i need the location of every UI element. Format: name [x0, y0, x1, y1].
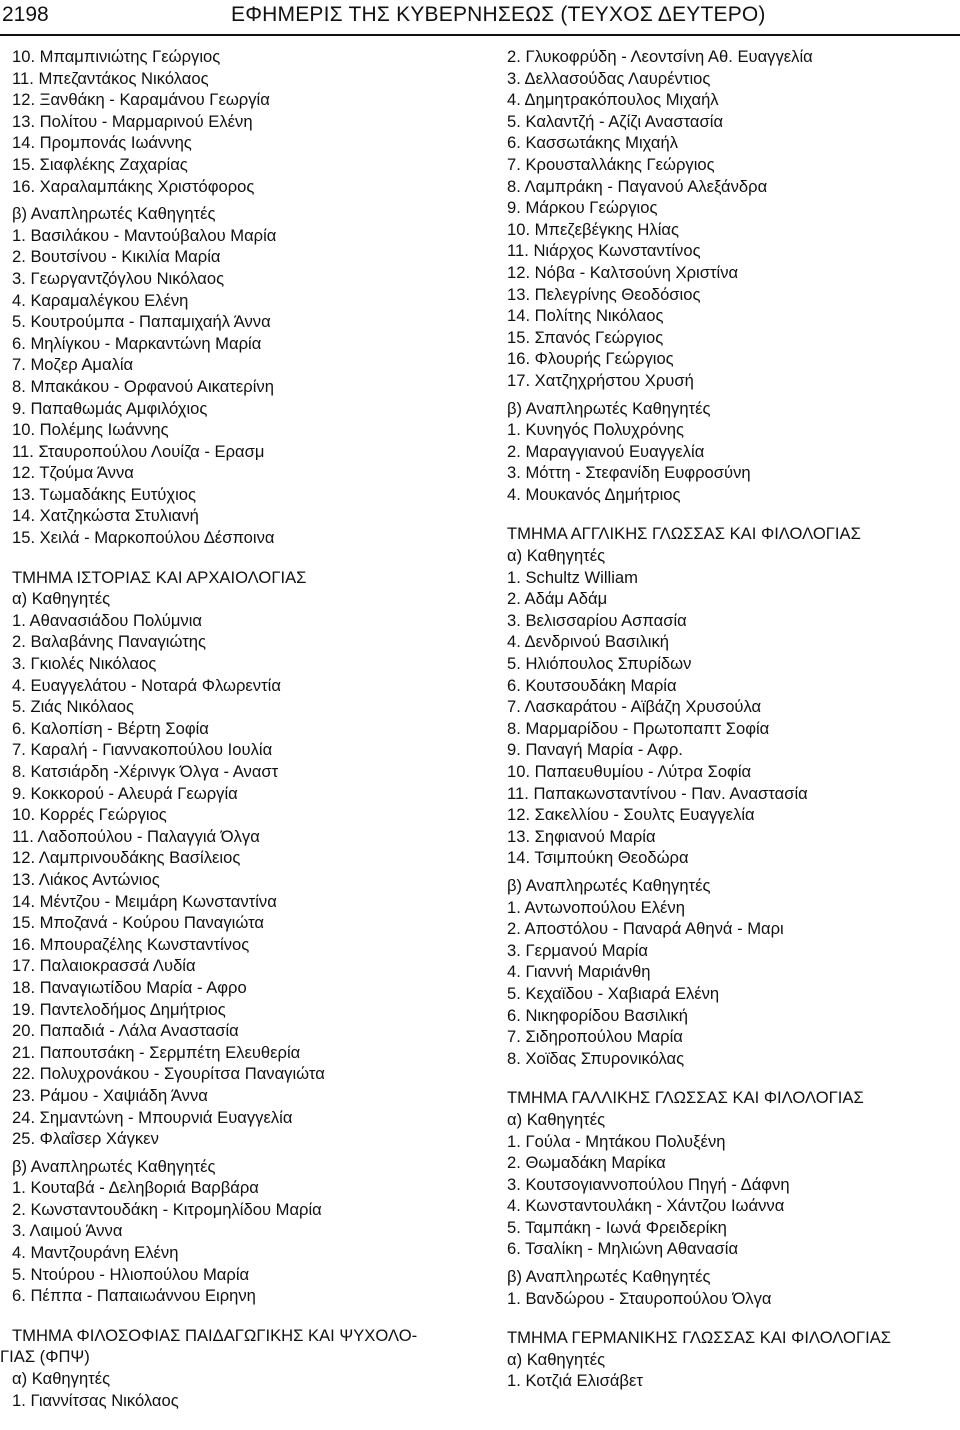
list-item: 2. Μαραγγιανού Ευαγγελία	[507, 441, 705, 461]
header-rule	[0, 34, 960, 36]
list-item: 4. Μουκανός Δημήτριος	[507, 484, 681, 504]
list-item: 7. Σιδηροπούλου Μαρία	[507, 1027, 683, 1047]
section-subheading: β) Αναπληρωτές Καθηγητές	[12, 204, 216, 224]
history-professors-list	[12, 610, 480, 1150]
list-item: 10. Μπεζεβέγκης Ηλίας	[507, 219, 679, 239]
list-item: 4. Δενδρινού Βασιλική	[507, 632, 669, 652]
department-heading-french: ΤΜΗΜΑ ΓΑΛΛΙΚΗΣ ΓΛΩΣΣΑΣ ΚΑΙ ΦΙΛΟΛΟΓΙΑΣ	[507, 1088, 864, 1108]
list-item: 15. Σιαφλέκης Ζαχαρίας	[12, 154, 188, 174]
list-item: 5. Ζιάς Νικόλαος	[12, 697, 135, 717]
list-item: 6. Κουτσουδάκη Μαρία	[507, 675, 677, 695]
list-item: 13. Τωμαδάκης Ευτύχιος	[12, 484, 196, 504]
list-item: 2. Θωμαδάκη Μαρίκα	[507, 1153, 666, 1173]
section-subheading: α) Καθηγητές	[507, 1349, 606, 1369]
list-item: 15. Σπανός Γεώργιος	[507, 327, 664, 347]
list-item: 4. Μαντζουράνη Ελένη	[12, 1243, 179, 1263]
list-item: 19. Παντελοδήμος Δημήτριος	[12, 999, 226, 1019]
right-top-list	[507, 46, 957, 392]
list-item: 4. Καραμαλέγκου Ελένη	[12, 290, 189, 310]
list-item: 3. Γεωργαντζόγλου Νικόλαος	[12, 268, 225, 288]
list-item: 5. Καλαντζή - Αζίζι Αναστασία	[507, 111, 724, 131]
list-item: 3. Λαιμού Άννα	[12, 1221, 123, 1241]
section-subheading: β) Αναπληρωτές Καθηγητές	[507, 875, 711, 895]
list-item: 3. Κουτσογιαννοπούλου Πηγή - Δάφνη	[507, 1174, 790, 1194]
list-item: 11. Λαδοπούλου - Παλαγγιά Όλγα	[12, 826, 260, 846]
list-item: 1. Κοτζιά Ελισάβετ	[507, 1371, 643, 1391]
list-item: 1. Βασιλάκου - Μαντούβαλου Μαρία	[12, 225, 277, 245]
list-item: 1. Γούλα - Μητάκου Πολυξένη	[507, 1131, 726, 1151]
list-item: 3. Βελισσαρίου Ασπασία	[507, 610, 687, 630]
list-item: 1. Αθανασιάδου Πολύμνια	[12, 610, 202, 630]
english-associate-professors-list	[507, 897, 957, 1070]
philosophy-professors-list	[12, 1390, 480, 1412]
list-item: 14. Πολίτης Νικόλαος	[507, 306, 664, 326]
list-item: 4. Γιαννή Μαριάνθη	[507, 962, 651, 982]
list-item: 22. Πολυχρονάκου - Σγουρίτσα Παναγιώτα	[12, 1064, 325, 1084]
list-item: 1. Schultz William	[507, 567, 638, 587]
list-item: 10. Πολέμης Ιωάννης	[12, 420, 169, 440]
department-heading-german: ΤΜΗΜΑ ΓΕΡΜΑΝΙΚΗΣ ΓΛΩΣΣΑΣ ΚΑΙ ΦΙΛΟΛΟΓΙΑΣ	[507, 1328, 892, 1348]
list-item: 23. Ράμου - Χαψιάδη Άννα	[12, 1085, 208, 1105]
english-professors-list	[507, 567, 957, 869]
section-subheading: α) Καθηγητές	[12, 1369, 111, 1389]
list-item: 13. Λιάκος Αντώνιος	[12, 869, 160, 889]
list-item: 15. Μποζανά - Κούρου Παναγιώτα	[12, 913, 264, 933]
list-item: 14. Προμπονάς Ιωάννης	[12, 133, 192, 153]
department-heading-philosophy-cont: ΓΙΑΣ (ΦΠΨ)	[0, 1347, 90, 1367]
list-item: 7. Κρουσταλλάκης Γεώργιος	[507, 154, 715, 174]
list-item: 1. Γιαννίτσας Νικόλαος	[12, 1390, 179, 1410]
list-item: 9. Παπαθωμάς Αμφιλόχιος	[12, 398, 208, 418]
list-item: 3. Γκιολές Νικόλαος	[12, 654, 157, 674]
list-item: 5. Ντούρου - Ηλιοπούλου Μαρία	[12, 1264, 250, 1284]
list-item: 10. Μπαμπινιώτης Γεώργιος	[12, 47, 221, 66]
section-subheading: β) Αναπληρωτές Καθηγητές	[507, 398, 711, 418]
list-item: 2. Κωνσταντουδάκη - Κιτρομηλίδου Μαρία	[12, 1199, 322, 1219]
list-item: 8. Μαρμαρίδου - Πρωτοπαπτ Σοφία	[507, 718, 770, 738]
list-item: 4. Δημητρακόπουλος Μιχαήλ	[507, 90, 719, 110]
list-item: 6. Καλοπίση - Βέρτη Σοφία	[12, 718, 209, 738]
list-item: 7. Μοζερ Αμαλία	[12, 355, 134, 375]
list-item: 14. Χατζηκώστα Στυλιανή	[12, 506, 199, 526]
list-item: 15. Χειλά - Μαρκοπούλου Δέσποινα	[12, 528, 275, 548]
list-item: 2. Βαλαβάνης Παναγιώτης	[12, 632, 206, 652]
list-item: 17. Παλαιοκρασσά Λυδία	[12, 956, 196, 976]
section-subheading: β) Αναπληρωτές Καθηγητές	[507, 1267, 711, 1287]
list-item: 11. Νιάρχος Κωνσταντίνος	[507, 241, 701, 261]
list-item: 5. Ταμπάκη - Ιωνά Φρειδερίκη	[507, 1217, 727, 1237]
list-item: 3. Δελλασούδας Λαυρέντιος	[507, 68, 711, 88]
department-heading-philosophy: ΤΜΗΜΑ ΦΙΛΟΣΟΦΙΑΣ ΠΑΙΔΑΓΩΓΙΚΗΣ ΚΑΙ ΨΥΧΟΛΟ-	[12, 1325, 418, 1345]
list-item: 9. Κοκκορού - Αλευρά Γεωργία	[12, 783, 238, 803]
list-item: 12. Τζούμα Άννα	[12, 463, 134, 483]
list-item: 14. Τσιμπούκη Θεοδώρα	[507, 848, 689, 868]
list-item: 6. Κασσωτάκης Μιχαήλ	[507, 133, 679, 153]
list-item: 11. Σταυροπούλου Λουίζα - Ερασμ	[12, 441, 265, 461]
section-gap	[12, 555, 480, 567]
list-item: 13. Πελεγρίνης Θεοδόσιος	[507, 284, 701, 304]
list-item: 2. Αποστόλου - Παναρά Αθηνά - Μαρι	[507, 919, 784, 939]
list-item: 14. Μέντζου - Μειμάρη Κωνσταντίνα	[12, 891, 277, 911]
list-item: 1. Αντωνοπούλου Ελένη	[507, 897, 685, 917]
list-item: 9. Παναγή Μαρία - Αφρ.	[507, 740, 683, 760]
section-gap	[507, 511, 957, 523]
left-associate-professors-list	[12, 225, 480, 549]
list-item: 7. Λασκαράτου - Αϊβάζη Χρυσούλα	[507, 697, 762, 717]
journal-title: ΕΦΗΜΕΡΙΣ ΤΗΣ ΚΥΒΕΡΝΗΣΕΩΣ (ΤΕΥΧΟΣ ΔΕΥΤΕΡΟ)	[231, 3, 766, 26]
list-item: 5. Ηλιόπουλος Σπυρίδων	[507, 654, 692, 674]
list-item: 17. Χατζηχρήστου Χρυσή	[507, 370, 694, 390]
list-item: 2. Γλυκοφρύδη - Λεοντσίνη Αθ. Ευαγγελία	[507, 47, 813, 66]
page-header	[0, 0, 960, 36]
french-associate-professors-list	[507, 1288, 957, 1310]
list-item: 12. Νόβα - Καλτσούνη Χριστίνα	[507, 262, 739, 282]
list-item: 8. Χοϊδας Σπυρονικόλας	[507, 1048, 685, 1068]
list-item: 2. Βουτσίνου - Κικιλία Μαρία	[12, 247, 221, 267]
list-item: 8. Λαμπράκη - Παγανού Αλεξάνδρα	[507, 176, 768, 196]
list-item: 5. Κεχαϊδου - Χαβιαρά Ελένη	[507, 983, 720, 1003]
list-item: 6. Πέππα - Παπαιωάννου Ειρηνη	[12, 1286, 256, 1306]
list-item: 2. Αδάμ Αδάμ	[507, 589, 608, 609]
list-item: 4. Ευαγγελάτου - Νοταρά Φλωρεντία	[12, 675, 281, 695]
list-item: 11. Παπακωνσταντίνου - Παν. Αναστασία	[507, 783, 808, 803]
philosophy-associate-professors-list	[507, 419, 957, 505]
page-number: 2198	[2, 3, 49, 26]
section-gap	[507, 1075, 957, 1087]
list-item: 8. Κατσιάρδη -Χέρινγκ Όλγα - Αναστ	[12, 762, 279, 781]
list-item: 1. Βανδώρου - Σταυροπούλου Όλγα	[507, 1288, 772, 1308]
department-heading-history: ΤΜΗΜΑ ΙΣΤΟΡΙΑΣ ΚΑΙ ΑΡΧΑΙΟΛΟΓΙΑΣ	[12, 567, 307, 587]
section-gap	[12, 1313, 480, 1325]
list-item: 20. Παπαδιά - Λάλα Αναστασία	[12, 1021, 239, 1041]
list-item: 1. Κουταβά - Δεληβοριά Βαρβάρα	[12, 1178, 259, 1198]
list-item: 4. Κωνσταντουλάκη - Χάντζου Ιωάννα	[507, 1196, 785, 1216]
right-column	[507, 46, 957, 1398]
french-professors-list	[507, 1131, 957, 1261]
list-item: 13. Πολίτου - Μαρμαρινού Ελένη	[12, 111, 253, 131]
list-item: 6. Νικηφορίδου Βασιλική	[507, 1005, 689, 1025]
section-gap	[507, 1315, 957, 1327]
list-item: 18. Παναγιωτίδου Μαρία - Αφρο	[12, 977, 247, 997]
list-item: 3. Μόττη - Στεφανίδη Ευφροσύνη	[507, 463, 751, 483]
list-item: 6. Τσαλίκη - Μηλιώνη Αθανασία	[507, 1239, 739, 1259]
list-item: 16. Μπουραζέλης Κωνσταντίνος	[12, 934, 250, 954]
list-item: 10. Κορρές Γεώργιος	[12, 805, 167, 825]
list-item: 6. Μηλίγκου - Μαρκαντώνη Μαρία	[12, 333, 262, 353]
list-item: 24. Σημαντώνη - Μπουρνιά Ευαγγελία	[12, 1107, 293, 1127]
section-subheading: β) Αναπληρωτές Καθηγητές	[12, 1156, 216, 1176]
list-item: 7. Καραλή - Γιαννακοπούλου Ιουλία	[12, 740, 273, 760]
list-item: 13. Σηφιανού Μαρία	[507, 826, 656, 846]
list-item: 1. Κυνηγός Πολυχρόνης	[507, 420, 685, 440]
list-item: 5. Κουτρούμπα - Παπαμιχαήλ Άννα	[12, 312, 271, 332]
section-subheading: α) Καθηγητές	[507, 546, 606, 566]
german-professors-list	[507, 1370, 957, 1392]
list-item: 3. Γερμανού Μαρία	[507, 940, 648, 960]
list-item: 21. Παπουτσάκη - Σερμπέτη Ελευθερία	[12, 1042, 301, 1062]
section-subheading: α) Καθηγητές	[12, 589, 111, 609]
section-subheading: α) Καθηγητές	[507, 1109, 606, 1129]
list-item: 25. Φλαΐσερ Χάγκεν	[12, 1129, 159, 1149]
list-item: 10. Παπαευθυμίου - Λύτρα Σοφία	[507, 762, 752, 781]
list-item: 12. Ξανθάκη - Καραμάνου Γεωργία	[12, 90, 270, 110]
list-item: 16. Φλουρής Γεώργιος	[507, 349, 674, 369]
history-associate-professors-list	[12, 1177, 480, 1307]
list-item: 8. Μπακάκου - Ορφανού Αικατερίνη	[12, 376, 274, 396]
list-item: 9. Μάρκου Γεώργιος	[507, 198, 658, 218]
department-heading-english: ΤΜΗΜΑ ΑΓΓΛΙΚΗΣ ΓΛΩΣΣΑΣ ΚΑΙ ΦΙΛΟΛΟΓΙΑΣ	[507, 524, 861, 544]
list-item: 16. Χαραλαμπάκης Χριστόφορος	[12, 176, 255, 196]
left-top-list	[12, 46, 480, 197]
list-item: 11. Μπεζαντάκος Νικόλαος	[12, 68, 209, 88]
list-item: 12. Σακελλίου - Σουλτς Ευαγγελία	[507, 805, 755, 825]
list-item: 12. Λαμπρινουδάκης Βασίλειος	[12, 848, 241, 868]
left-column	[0, 46, 480, 1417]
